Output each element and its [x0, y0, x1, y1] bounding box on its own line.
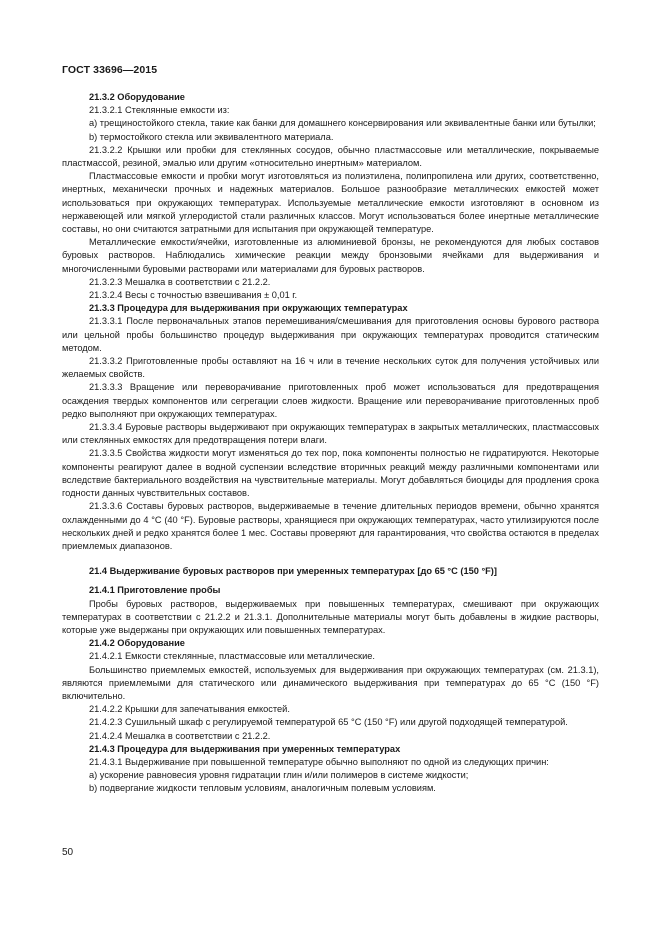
paragraph: 21.3.3.4 Буровые растворы выдерживают при окружающих температурах в закрытых металлических, пластмассовых или стеклянных емкостях для предотвращения потери влаги.: [62, 422, 599, 446]
paragraph: 21.4.2.4 Мешалка в соответствии с 21.2.2.: [89, 730, 271, 741]
paragraph: 21.3.3.6 Составы буровых растворов, выдерживаемые в течение длительных периодов времени, обычно хранятся охлажденными до 4 °С (40 °F). Буровые растворы, хранящиеся при окружающих температурах, часто утилизируются после нескольких дней и редко хранятся более 1 мес. Составы проверяют для гарантирования, что свойства остаются в пределах приемлемых диапазонов.: [62, 501, 599, 551]
paragraph: 21.3.2.2 Крышки или пробки для стеклянных сосудов, обычно пластмассовые или металлические, покрываемые пластмассой, резиной, эмалью или другим «относительно инертным» материалом.: [62, 144, 599, 169]
paragraph: 21.3.3.3 Вращение или переворачивание приготовленных проб может использоваться для предотвращения осаждения твердых компонентов или сегрегации слоев жидкости. Вращение или переворачивание приготовленных проб редко выполняют при окружающих температурах.: [62, 382, 599, 419]
paragraph: Металлические емкости/ячейки, изготовленные из алюминиевой бронзы, не рекомендуются для любых составов буровых растворов. Наблюдались химические реакции между бронзовыми ячейками для выдерживания и многочисленными буровыми растворами или материалами для буровых растворов.: [62, 237, 599, 274]
page-number: 50: [62, 847, 74, 858]
paragraph: 21.3.2.4 Весы с точностью взвешивания ± 0,01 г.: [89, 290, 298, 301]
paragraph: 21.3.2.3 Мешалка в соответствии с 21.2.2.: [89, 276, 271, 287]
paragraph: 21.3.2.1 Стеклянные емкости из:: [89, 105, 230, 116]
paragraph: 21.3.3.2 Приготовленные пробы оставляют на 16 ч или в течение нескольких суток для получения устойчивых или желаемых свойств.: [62, 356, 599, 380]
section-heading: 21.4.2 Оборудование: [89, 638, 185, 649]
section-heading: 21.4.1 Приготовление пробы: [89, 585, 221, 596]
paragraph: Пробы буровых растворов, выдерживаемых при повышенных температурах, смешивают при окружающих температурах в соответствии с 21.2.2 и 21.3.1. Дополнительные материалы могут быть добавлены в жидкие растворы, которые уже выдержаны при окружающих или повышенных температурах.: [62, 598, 599, 635]
section-heading: 21.4 Выдерживание буровых растворов при умеренных температурах [до 65 °С (150 °F)]: [89, 566, 497, 577]
paragraph: 21.4.2.1 Емкости стеклянные, пластмассовые или металлические.: [89, 651, 375, 662]
paragraph: 21.3.3.1 После первоначальных этапов перемешивания/смешивания для приготовления основы бурового раствора или цельной пробы большинство процедур выдерживания при окружающих температурах проводится статическим методом.: [62, 316, 599, 353]
section-heading: 21.3.3 Процедура для выдерживания при окружающих температурах: [89, 303, 408, 314]
paragraph: b) подвергание жидкости тепловым условиям, аналогичным полевым условиям.: [89, 783, 436, 794]
paragraph: a) трещиностойкого стекла, такие как банки для домашнего консервирования или эквивалентные банки или бутылки;: [89, 118, 596, 129]
document-body: [62, 91, 599, 796]
paragraph: 21.4.3.1 Выдерживание при повышенной температуре обычно выполняют по одной из следующих причин:: [89, 756, 549, 767]
section-heading: 21.4.3 Процедура для выдерживания при умеренных температурах: [89, 743, 401, 754]
paragraph: Пластмассовые емкости и пробки могут изготовляться из полиэтилена, полипропилена или других, соответственно, инертных, механически прочных и надежных материалов. Большое разнообразие металлических емкостей может использоваться при окружающих температурах. Используемые металлические емкости изготовляют в основном из нержавеющей или мягкой углеродистой стали различных классов. Могут использоваться более инертные металлические составы, но они считаются затратными для испытания при окружающей температуре.: [62, 171, 599, 235]
paragraph: 21.4.2.3 Сушильный шкаф с регулируемой температурой 65 °С (150 °F) или другой подходящей температурой.: [89, 717, 568, 728]
paragraph: 21.3.3.5 Свойства жидкости могут изменяться до тех пор, пока компоненты полностью не гидратируются. Некоторые компоненты реагируют далее в водной суспензии вследствие вторичных реакций между различными компонентами или вследствие бактериального воздействия на чувствительные материалы. Могут добавляться биоциды для продления срока годности данных чувствительных составов.: [62, 448, 599, 499]
section-heading: 21.3.2 Оборудование: [89, 92, 185, 102]
paragraph: b) термостойкого стекла или эквивалентного материала.: [89, 131, 334, 142]
document-header: ГОСТ 33696—2015: [62, 64, 158, 76]
paragraph: Большинство приемлемых емкостей, используемых для выдерживания при окружающих температурах (см. 21.3.1), являются приемлемыми для статического или динамического выдерживания при температурах до 65 °С (150 °F) включительно.: [62, 664, 599, 701]
paragraph: a) ускорение равновесия уровня гидратации глин и/или полимеров в системе жидкости;: [89, 770, 469, 781]
paragraph: 21.4.2.2 Крышки для запечатывания емкостей.: [89, 704, 290, 715]
